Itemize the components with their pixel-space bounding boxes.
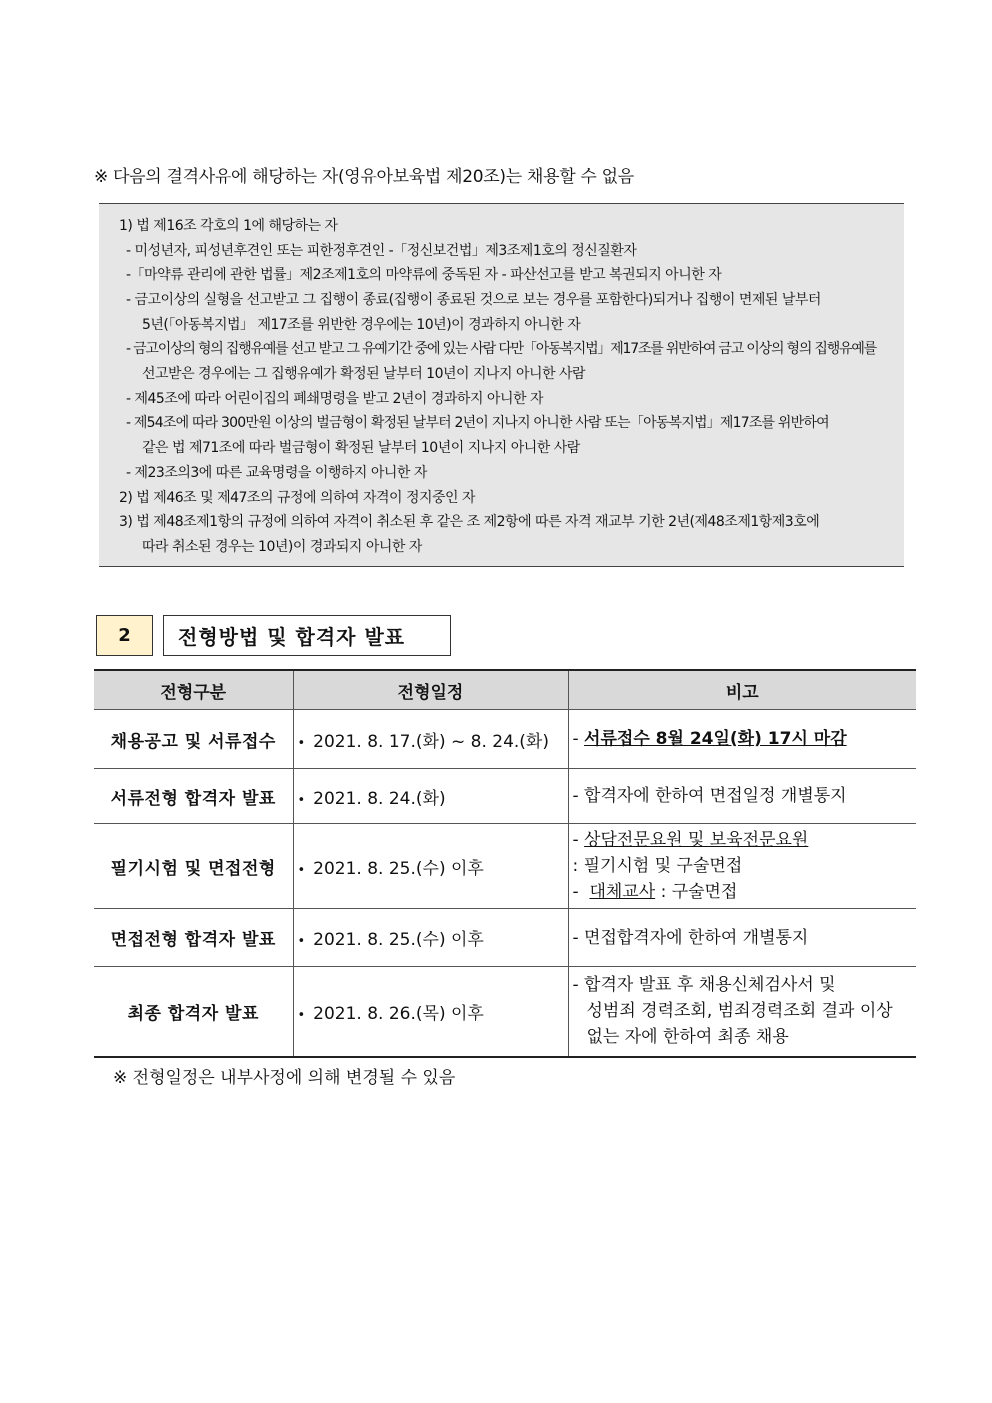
- note-line: [573, 879, 917, 905]
- row-note: - 합격자에 한하여 면접일정 개별통지: [568, 769, 916, 824]
- row-date: [293, 769, 568, 824]
- row-note: [568, 710, 916, 769]
- note-dash: -: [572, 882, 579, 902]
- row-note: [568, 967, 916, 1057]
- bullet-icon: •: [297, 735, 306, 751]
- disqualification-item: - 제54조에 따라 300만원 이상의 벌금형이 확정된 날부터 2년이 지나지 아니한 사람 또는「아동복지법」제17조를 위반하여: [126, 415, 829, 431]
- note-line: 성범죄 경력조회, 범죄경력조회 결과 이상: [586, 1001, 893, 1022]
- header-schedule: 전형일정: [293, 670, 568, 710]
- header-category: 전형구분: [94, 670, 293, 710]
- disqualification-item: -「마약류 관리에 관한 법률」제2조제1호의 마약류에 중독된 자 - 파산선고를 받고 복권되지 아니한 자: [126, 267, 722, 283]
- disqualification-item: - 제23조의3에 따른 교육명령을 이행하지 아니한 자: [126, 465, 427, 481]
- disqualification-item: - 미성년자, 피성년후견인 또는 피한정후견인 -「정신보건법」제3조제1호의 정신질환자: [126, 243, 637, 259]
- row-date-text: 2021. 8. 25.(수) 이후: [313, 930, 484, 950]
- note-dash: -: [572, 729, 579, 749]
- row-date: [293, 824, 568, 909]
- section-title: 전형방법 및 합격자 발표: [163, 615, 451, 656]
- note-line: : 필기시험 및 구술면접: [572, 856, 743, 876]
- note-line: - 합격자 발표 후 채용신체검사서 및: [572, 975, 836, 996]
- note-line-text: : 구술면접: [660, 882, 738, 902]
- disqualification-box: [99, 203, 904, 567]
- row-category: 면접전형 합격자 발표: [94, 909, 293, 967]
- note-line: [573, 827, 917, 853]
- row-date: [293, 909, 568, 967]
- row-date: [293, 967, 568, 1057]
- table-row: [94, 769, 916, 824]
- row-category: 필기시험 및 면접전형: [94, 824, 293, 909]
- row-date-text: 2021. 8. 26.(목) 이후: [313, 1003, 484, 1024]
- section-number: 2: [96, 615, 153, 656]
- bullet-icon: •: [297, 934, 306, 949]
- disqualification-item: - 금고이상의 형의 집행유예를 선고 받고 그 유예기간 중에 있는 사람 다만「아동복지법」제17조를 위반하여 금고 이상의 형의 집행유예를: [126, 341, 877, 357]
- table-row: [94, 909, 916, 967]
- note-line-text: 상담전문요원 및 보육전문요원: [584, 830, 809, 850]
- footnote: ※ 전형일정은 내부사정에 의해 변경될 수 있음: [113, 1068, 456, 1088]
- schedule-table: [94, 669, 916, 1058]
- disqualification-item: - 제45조에 따라 어린이집의 폐쇄명령을 받고 2년이 경과하지 아니한 자: [126, 391, 543, 407]
- note-line: 없는 자에 한하여 최종 채용: [586, 1027, 789, 1048]
- row-date-text: 2021. 8. 25.(수) 이후: [313, 858, 484, 879]
- row-date: [293, 710, 568, 769]
- disqualification-item: 1) 법 제16조 각호의 1에 해당하는 자: [119, 218, 338, 234]
- disqualification-item: 선고받은 경우에는 그 집행유예가 확정된 날부터 10년이 지나지 아니한 사람: [142, 366, 586, 382]
- note-line-text: 대체교사: [589, 882, 656, 902]
- row-category: 서류전형 합격자 발표: [94, 769, 293, 824]
- disqualification-item: - 금고이상의 실형을 선고받고 그 집행이 종료(집행이 종료된 것으로 보는 경우를 포함한다)되거나 집행이 면제된 날부터: [126, 292, 821, 308]
- table-row: [94, 967, 916, 1057]
- table-header-row: [94, 670, 916, 710]
- disqualification-item: 같은 법 제71조에 따라 벌금형이 확정된 날부터 10년이 지나지 아니한 사람: [142, 440, 580, 456]
- row-note: [568, 824, 916, 909]
- disqualification-item: 3) 법 제48조제1항의 규정에 의하여 자격이 취소된 후 같은 조 제2항에 따른 자격 재교부 기한 2년(제48조제1항제3호에: [119, 514, 820, 530]
- disqualification-item: 따라 취소된 경우는 10년)이 경과되지 아니한 자: [142, 539, 422, 555]
- table-row: [94, 824, 916, 909]
- bullet-icon: •: [297, 1007, 306, 1023]
- row-note: - 면접합격자에 한하여 개별통지: [568, 909, 916, 967]
- bullet-icon: •: [297, 862, 306, 878]
- row-category: 최종 합격자 발표: [94, 967, 293, 1057]
- bullet-icon: •: [297, 792, 306, 808]
- row-date-text: 2021. 8. 17.(화) ~ 8. 24.(화): [313, 731, 549, 752]
- row-category: 채용공고 및 서류접수: [94, 710, 293, 769]
- header-remarks: 비고: [568, 670, 916, 710]
- table-row: [94, 710, 916, 769]
- row-date-text: 2021. 8. 24.(화): [313, 788, 446, 809]
- disqualification-item: 5년(「아동복지법」 제17조를 위반한 경우에는 10년)이 경과하지 아니한 자: [142, 317, 581, 333]
- disqualification-item: 2) 법 제46조 및 제47조의 규정에 의하여 자격이 정지중인 자: [119, 490, 476, 506]
- disqualification-notice: ※ 다음의 결격사유에 해당하는 자(영유아보육법 제20조)는 채용할 수 없음: [94, 167, 634, 187]
- note-dash: -: [572, 830, 579, 850]
- row-note-text: 서류접수 8월 24일(화) 17시 마감: [584, 729, 847, 749]
